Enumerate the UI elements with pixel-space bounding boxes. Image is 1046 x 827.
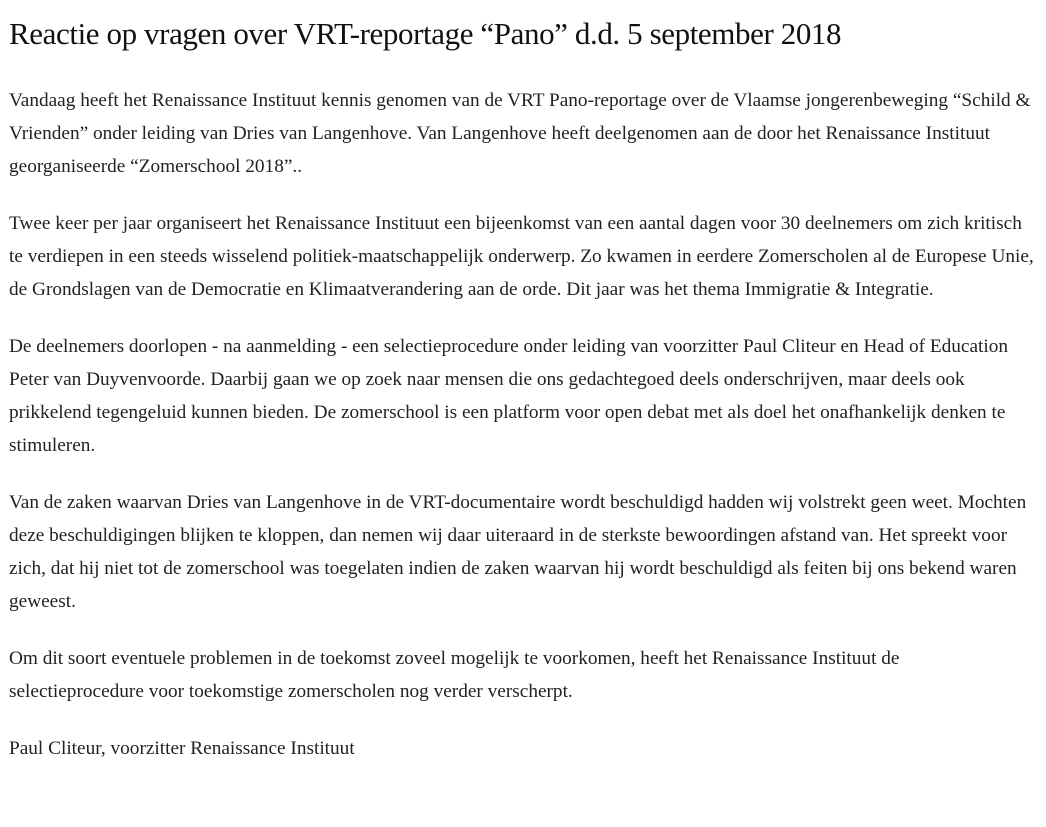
paragraph-measures: Om dit soort eventuele problemen in de toekomst zoveel mogelijk te voorkomen, heeft het Renaissance Instituut de selectieprocedure voor toekomstige zomerscholen nog verder verscherpt.	[9, 648, 900, 702]
paragraph-summer-school: Twee keer per jaar organiseert het Renaissance Instituut een bijeenkomst van een aantal dagen voor 30 deelnemers om zich kritisch te verdiepen in een steeds wisselend politiek-maatschappelijk onderwerp. Zo kwamen in eerdere Zomerscholen al de Europese Unie, de Grondslagen van de Democratie en Klimaatverandering aan de orde. Dit jaar was het thema Immigratie & Integratie.	[9, 213, 1034, 300]
page-title: Reactie op vragen over VRT-reportage “Pano” d.d. 5 september 2018	[9, 16, 842, 51]
paragraph-accusations: Van de zaken waarvan Dries van Langenhove in de VRT-documentaire wordt beschuldigd hadden wij volstrekt geen weet. Mochten deze beschuldigingen blijken te kloppen, dan nemen wij daar uiteraard in de sterkste bewoordingen afstand van. Het spreekt voor zich, dat hij niet tot de zomerschool was toegelaten indien de zaken waarvan hij wordt beschuldigd als feiten bij ons bekend waren geweest.	[9, 492, 1027, 612]
signature: Paul Cliteur, voorzitter Renaissance Instituut	[9, 738, 355, 759]
statement-body	[9, 84, 1036, 765]
paragraph-selection: De deelnemers doorlopen - na aanmelding - een selectieprocedure onder leiding van voorzitter Paul Cliteur en Head of Education Peter van Duyvenvoorde. Daarbij gaan we op zoek naar mensen die ons gedachtegoed deels onderschrijven, maar deels ook prikkelend tegengeluid kunnen bieden. De zomerschool is een platform voor open debat met als doel het onafhankelijk denken te stimuleren.	[9, 336, 1009, 456]
paragraph-announcement: Vandaag heeft het Renaissance Instituut kennis genomen van de VRT Pano-reportage over de Vlaamse jongerenbeweging “Schild & Vrienden” onder leiding van Dries van Langenhove. Van Langenhove heeft deelgenomen aan de door het Renaissance Instituut georganiseerde “Zomerschool 2018”..	[9, 90, 1031, 177]
